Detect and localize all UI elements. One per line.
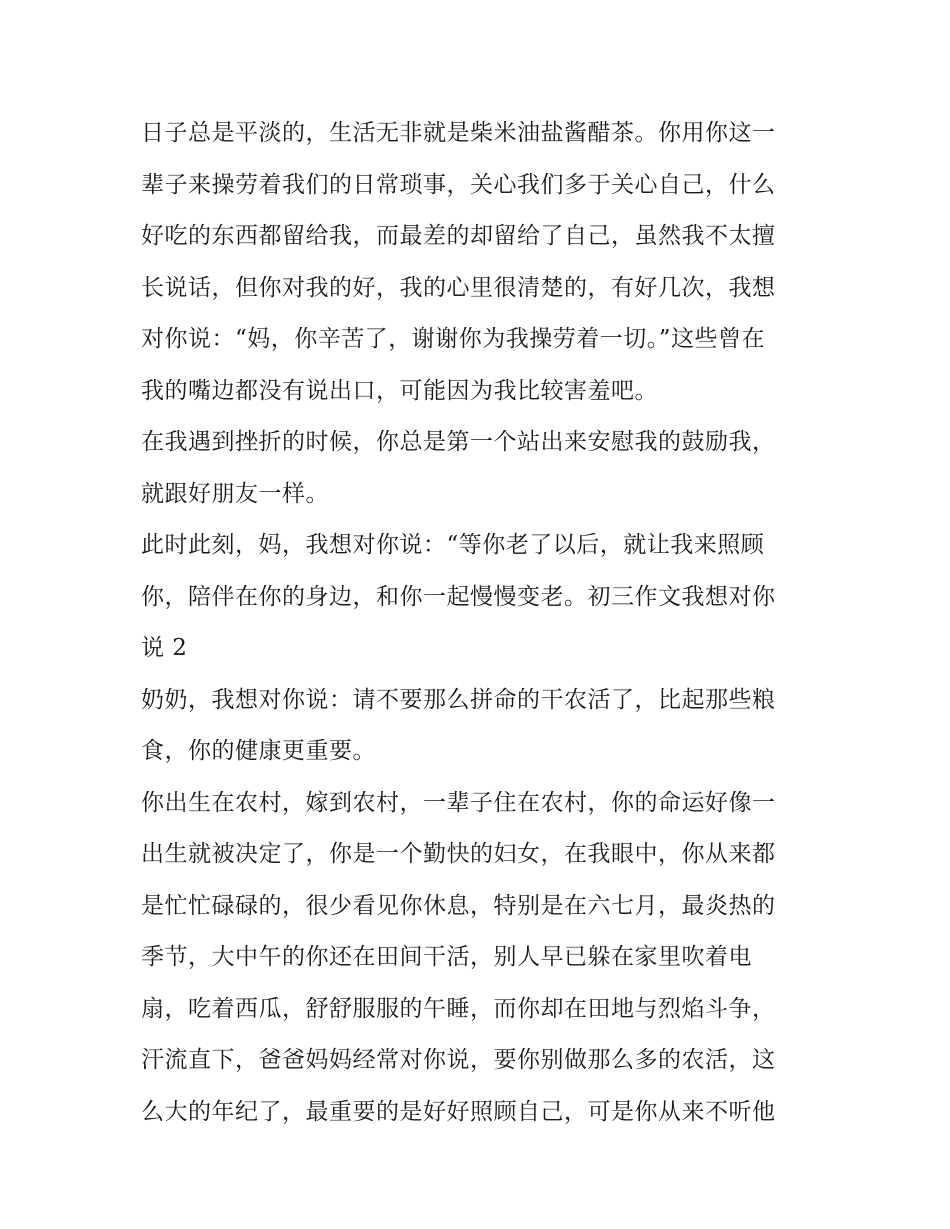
essay-text xyxy=(141,108,816,1138)
text-line: 我的嘴边都没有说出口，可能因为我比较害羞吧。 xyxy=(141,377,658,404)
text-line: 说 2 xyxy=(141,635,188,661)
text-line: 辈子来操劳着我们的日常琐事，关心我们多于关心自己，什么 xyxy=(141,171,776,198)
text-line: 汗流直下，爸爸妈妈经常对你说，要你别做那么多的农活，这 xyxy=(141,1047,776,1073)
text-line: 出生就被决定了，你是一个勤快的妇女，在我眼中，你从来都 xyxy=(141,841,776,867)
text-line: 此时此刻，妈，我想对你说：“等你老了以后，就让我来照顾 xyxy=(141,532,765,558)
text-line: 食，你的健康更重要。 xyxy=(141,738,376,764)
text-line: 是忙忙碌碌的，很少看见你休息，特别是在六七月，最炎热的 xyxy=(141,892,776,919)
text-line: 好吃的东西都留给我，而最差的却留给了自己，虽然我不太擅 xyxy=(141,223,776,249)
text-line: 长说话，但你对我的好，我的心里很清楚的，有好几次，我想 xyxy=(141,274,776,301)
text-line: 对你说：“妈，你辛苦了，谢谢你为我操劳着一切。”这些曾在 xyxy=(141,326,766,352)
text-line: 你出生在农村，嫁到农村，一辈子住在农村，你的命运好像一 xyxy=(141,789,776,816)
text-line: 在我遇到挫折的时候，你总是第一个站出来安慰我的鼓励我， xyxy=(141,429,776,455)
text-line: 就跟好朋友一样。 xyxy=(141,480,329,507)
text-line: 日子总是平淡的，生活无非就是柴米油盐酱醋茶。你用你这一 xyxy=(141,120,776,146)
text-line: 么大的年纪了，最重要的是好好照顾自己，可是你从来不听他 xyxy=(141,1098,776,1125)
text-line: 季节，大中午的你还在田间干活，别人早已躲在家里吹着电 xyxy=(141,944,752,970)
text-line: 扇，吃着西瓜，舒舒服服的午睡，而你却在田地与烈焰斗争， xyxy=(141,995,776,1022)
text-line: 你，陪伴在你的身边，和你一起慢慢变老。初三作文我想对你 xyxy=(141,583,776,610)
text-line: 奶奶，我想对你说：请不要那么拼命的干农活了，比起那些粮 xyxy=(141,686,776,713)
